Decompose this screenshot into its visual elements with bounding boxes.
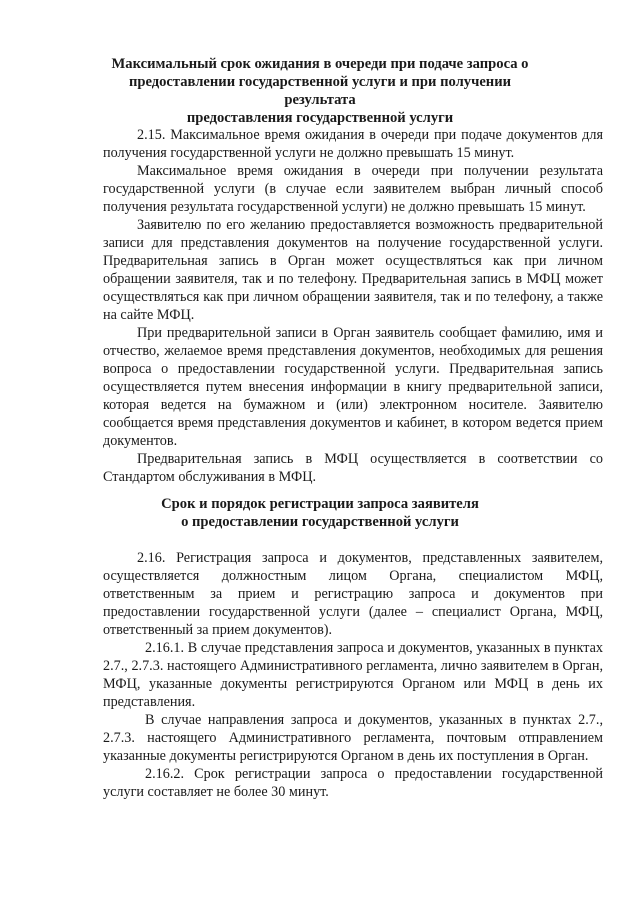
paragraph-mfc-record: Предварительная запись в МФЦ осуществляется в соответствии со Стандартом обслуживания в МФЦ. bbox=[103, 451, 603, 485]
section-body-waiting-time bbox=[103, 126, 603, 486]
heading-line: Максимальный срок ожидания в очереди при подаче запроса о bbox=[111, 56, 529, 72]
paragraph-organ-record: При предварительной записи в Орган заявитель сообщает фамилию, имя и отчество, желаемое время представления документов, необходимых для решения вопроса о предоставлении государственной услуги. Предварительная запись осуществляется путем внесения информации в книгу предварительной записи, которая ведется на бумажном и (или) электронном носителе. Заявителю сообщается время представления документов и кабинет, в котором ведется прием документов. bbox=[103, 325, 603, 449]
section-heading-registration bbox=[150, 495, 490, 531]
paragraph-waiting-result: Максимальное время ожидания в очереди при получении результата государственной услуги (в случае если заявителем выбран личный способ получения результата государственной услуги) не должно превышать 15 минут. bbox=[103, 163, 603, 215]
paragraph-2-16-2: 2.16.2. Срок регистрации запроса о предоставлении государственной услуги составляет не более 30 минут. bbox=[103, 766, 603, 800]
paragraph-preliminary-record: Заявителю по его желанию предоставляется возможность предварительной записи для представления документов на получение государственной услуги. Предварительная запись в Орган может осуществляться как при личном обращении заявителя, так и по телефону. Предварительная запись в МФЦ может осуществляться как при личном обращении заявителя, так и по телефону, а также на сайте МФЦ. bbox=[103, 217, 603, 323]
section-heading-waiting-time bbox=[100, 55, 540, 127]
heading-line: предоставлении государственной услуги и при получении результата bbox=[128, 74, 512, 108]
heading-line: предоставления государственной услуги bbox=[186, 110, 454, 126]
heading-line: Срок и порядок регистрации запроса заявителя bbox=[161, 496, 479, 512]
heading-line: о предоставлении государственной услуги bbox=[181, 514, 459, 530]
paragraph-2-16-1: 2.16.1. В случае представления запроса и документов, указанных в пунктах 2.7., 2.7.3. настоящего Административного регламента, лично заявителем в Орган, МФЦ, указанные документы регистрируются Органом или МФЦ в день их представления. bbox=[103, 640, 603, 710]
paragraph-2-16: 2.16. Регистрация запроса и документов, представленных заявителем, осуществляется должностным лицом Органа, специалистом МФЦ, ответственным за прием и регистрацию запроса и документов при предоставлении государственной услуги (далее – специалист Органа, МФЦ, ответственный за прием документов). bbox=[103, 550, 603, 638]
section-body-registration bbox=[103, 549, 603, 801]
paragraph-postal: В случае направления запроса и документов, указанных в пунктах 2.7., 2.7.3. настоящего Административного регламента, почтовым отправлением указанные документы регистрируются Органом в день их поступления в Орган. bbox=[103, 712, 603, 764]
paragraph-2-15: 2.15. Максимальное время ожидания в очереди при подаче документов для получения государственной услуги не должно превышать 15 минут. bbox=[103, 127, 603, 161]
